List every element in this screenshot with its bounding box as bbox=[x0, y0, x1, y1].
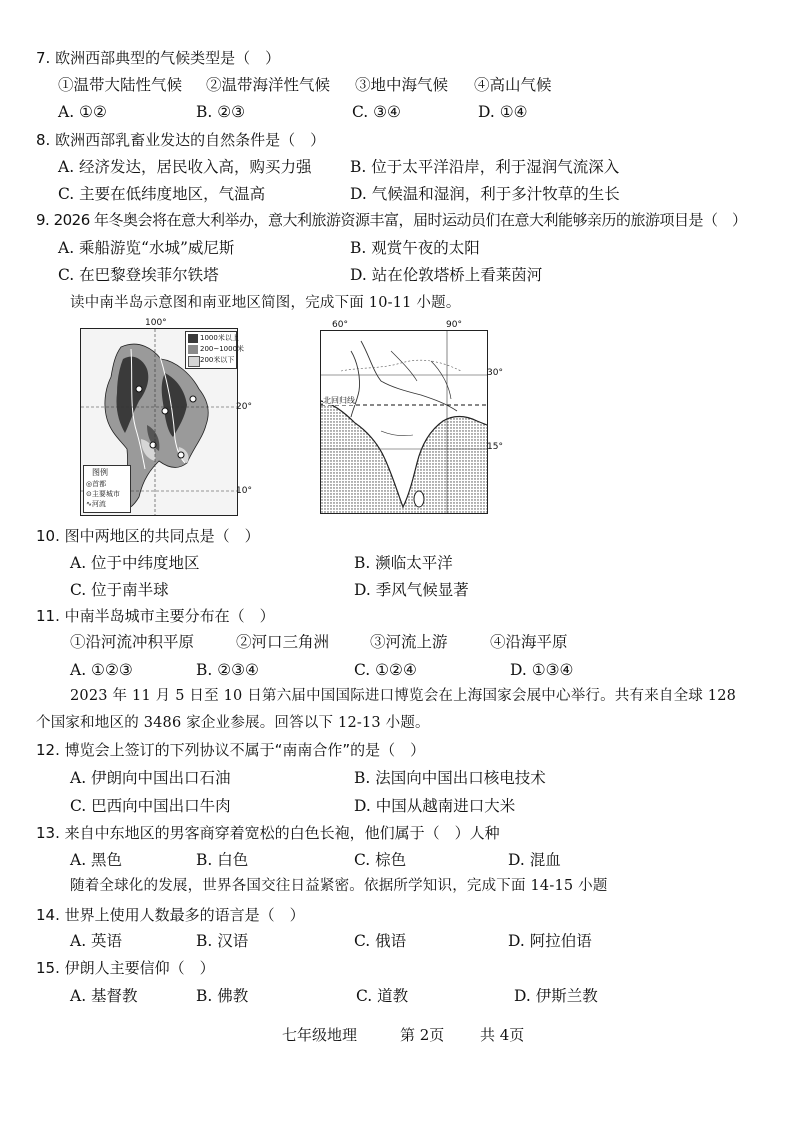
q8-option-d[interactable]: D. 气候温和湿润，利于多汁牧草的生长 bbox=[350, 185, 620, 203]
legend-elev-mid: 200~1000米 bbox=[200, 345, 245, 353]
q9-stem: 9. 2026 年冬奥会将在意大利举办，意大利旅游资源丰富，届时运动员们在意大利能够亲历的旅游项目是（ ） bbox=[36, 211, 747, 229]
q10-option-b[interactable]: B. 濒临太平洋 bbox=[354, 554, 453, 572]
q10-option-c[interactable]: C. 位于南半球 bbox=[70, 581, 169, 599]
q12-option-a[interactable]: A. 伊朗向中国出口石油 bbox=[70, 769, 231, 787]
q9-option-b[interactable]: B. 观赏午夜的太阳 bbox=[350, 239, 480, 257]
q7-stem: 7. 欧洲西部典型的气候类型是（ ） bbox=[36, 49, 281, 67]
q11-option-c[interactable]: C. ①②④ bbox=[354, 661, 417, 679]
q13-stem: 13. 来自中东地区的男客商穿着宽松的白色长袍，他们属于（ ）人种 bbox=[36, 824, 500, 842]
q15-option-a[interactable]: A. 基督教 bbox=[70, 987, 138, 1005]
legend-capital: ◎首都 bbox=[86, 480, 107, 488]
q13-option-c[interactable]: C. 棕色 bbox=[354, 851, 407, 869]
q12-stem: 12. 博览会上签订的下列协议不属于“南南合作”的是（ ） bbox=[36, 741, 426, 759]
q11-option-b[interactable]: B. ②③④ bbox=[196, 661, 259, 679]
q12-option-d[interactable]: D. 中国从越南进口大米 bbox=[354, 797, 516, 815]
right-map-lat-15: 15° bbox=[487, 442, 503, 452]
left-map-lon-label: 100° bbox=[145, 318, 167, 328]
legend-elev-high: 1000米以上 bbox=[200, 334, 239, 342]
q11-option-a[interactable]: A. ①②③ bbox=[70, 661, 133, 679]
q9-option-d[interactable]: D. 站在伦敦塔桥上看莱茵河 bbox=[350, 266, 543, 284]
q11-item-4: ④沿海平原 bbox=[490, 633, 568, 651]
left-map-lat-20: 20° bbox=[236, 402, 252, 412]
q14-option-c[interactable]: C. 俄语 bbox=[354, 932, 407, 950]
q13-option-a[interactable]: A. 黑色 bbox=[70, 851, 123, 869]
q8-option-b[interactable]: B. 位于太平洋沿岸，利于湿润气流深入 bbox=[350, 158, 620, 176]
passage-12-13-line2: 个国家和地区的 3486 家企业参展。回答以下 12-13 小题。 bbox=[36, 715, 430, 731]
q12-option-b[interactable]: B. 法国向中国出口核电技术 bbox=[354, 769, 546, 787]
q15-option-d[interactable]: D. 伊斯兰教 bbox=[514, 987, 598, 1005]
elevation-legend bbox=[185, 331, 245, 369]
q7-item-2: ②温带海洋性气候 bbox=[206, 76, 331, 94]
q11-stem: 11. 中南半岛城市主要分布在（ ） bbox=[36, 607, 275, 625]
q11-item-1: ①沿河流冲积平原 bbox=[70, 633, 195, 651]
tropic-of-cancer-label: 北回归线 bbox=[323, 396, 355, 405]
q8-option-a[interactable]: A. 经济发达，居民收入高，购买力强 bbox=[58, 158, 312, 176]
q8-stem: 8. 欧洲西部乳畜业发达的自然条件是（ ） bbox=[36, 131, 326, 149]
q11-item-2: ②河口三角洲 bbox=[236, 633, 330, 651]
left-map-lat-10: 10° bbox=[236, 486, 252, 496]
q7-item-3: ③地中海气候 bbox=[355, 76, 449, 94]
footer-subject: 七年级地理 bbox=[282, 1026, 358, 1044]
q14-stem: 14. 世界上使用人数最多的语言是（ ） bbox=[36, 906, 305, 924]
q11-item-3: ③河流上游 bbox=[370, 633, 448, 651]
q12-option-c[interactable]: C. 巴西向中国出口牛肉 bbox=[70, 797, 231, 815]
passage-14-15: 随着全球化的发展，世界各国交往日益紧密。依据所学知识，完成下面 14-15 小题 bbox=[70, 878, 608, 894]
legend-elev-low: 200米以下 bbox=[200, 356, 235, 364]
q7-item-4: ④高山气候 bbox=[474, 76, 552, 94]
legend-river: ∿河流 bbox=[86, 500, 106, 508]
footer-page: 第 2页 bbox=[400, 1026, 445, 1044]
q7-option-c[interactable]: C. ③④ bbox=[352, 103, 401, 121]
passage-10-11: 读中南半岛示意图和南亚地区简图，完成下面 10-11 小题。 bbox=[70, 295, 461, 311]
q9-option-a[interactable]: A. 乘船游览“水城”威尼斯 bbox=[58, 239, 235, 257]
q8-option-c[interactable]: C. 主要在低纬度地区，气温高 bbox=[58, 185, 266, 203]
passage-12-13-line1: 2023 年 11 月 5 日至 10 日第六届中国国际进口博览会在上海国家会展中心举行。共有来自全球 128 bbox=[70, 688, 737, 704]
q7-option-d[interactable]: D. ①④ bbox=[478, 103, 528, 121]
q15-stem: 15. 伊朗人主要信仰（ ） bbox=[36, 959, 215, 977]
q13-option-d[interactable]: D. 混血 bbox=[508, 851, 561, 869]
q7-option-b[interactable]: B. ②③ bbox=[196, 103, 246, 121]
q11-option-d[interactable]: D. ①③④ bbox=[510, 661, 574, 679]
south-asia-map-drawing bbox=[321, 331, 487, 513]
right-map-lat-30: 30° bbox=[487, 368, 503, 378]
q14-option-b[interactable]: B. 汉语 bbox=[196, 932, 249, 950]
q10-option-d[interactable]: D. 季风气候显著 bbox=[354, 581, 469, 599]
legend-city: ⊙主要城市 bbox=[86, 490, 120, 498]
symbol-legend bbox=[83, 465, 131, 513]
legend-title: 图例 bbox=[92, 468, 108, 477]
q15-option-c[interactable]: C. 道教 bbox=[356, 987, 409, 1005]
south-asia-map bbox=[320, 330, 488, 514]
q14-option-d[interactable]: D. 阿拉伯语 bbox=[508, 932, 592, 950]
q9-option-c[interactable]: C. 在巴黎登埃菲尔铁塔 bbox=[58, 266, 219, 284]
right-map-lon-60: 60° bbox=[332, 320, 348, 330]
q7-option-a[interactable]: A. ①② bbox=[58, 103, 107, 121]
q10-option-a[interactable]: A. 位于中纬度地区 bbox=[70, 554, 200, 572]
q15-option-b[interactable]: B. 佛教 bbox=[196, 987, 249, 1005]
indochina-map bbox=[80, 328, 245, 516]
right-map-lon-90: 90° bbox=[446, 320, 462, 330]
q10-stem: 10. 图中两地区的共同点是（ ） bbox=[36, 527, 260, 545]
q14-option-a[interactable]: A. 英语 bbox=[70, 932, 123, 950]
q13-option-b[interactable]: B. 白色 bbox=[196, 851, 249, 869]
footer-total: 共 4页 bbox=[480, 1026, 525, 1044]
q7-item-1: ①温带大陆性气候 bbox=[58, 76, 183, 94]
